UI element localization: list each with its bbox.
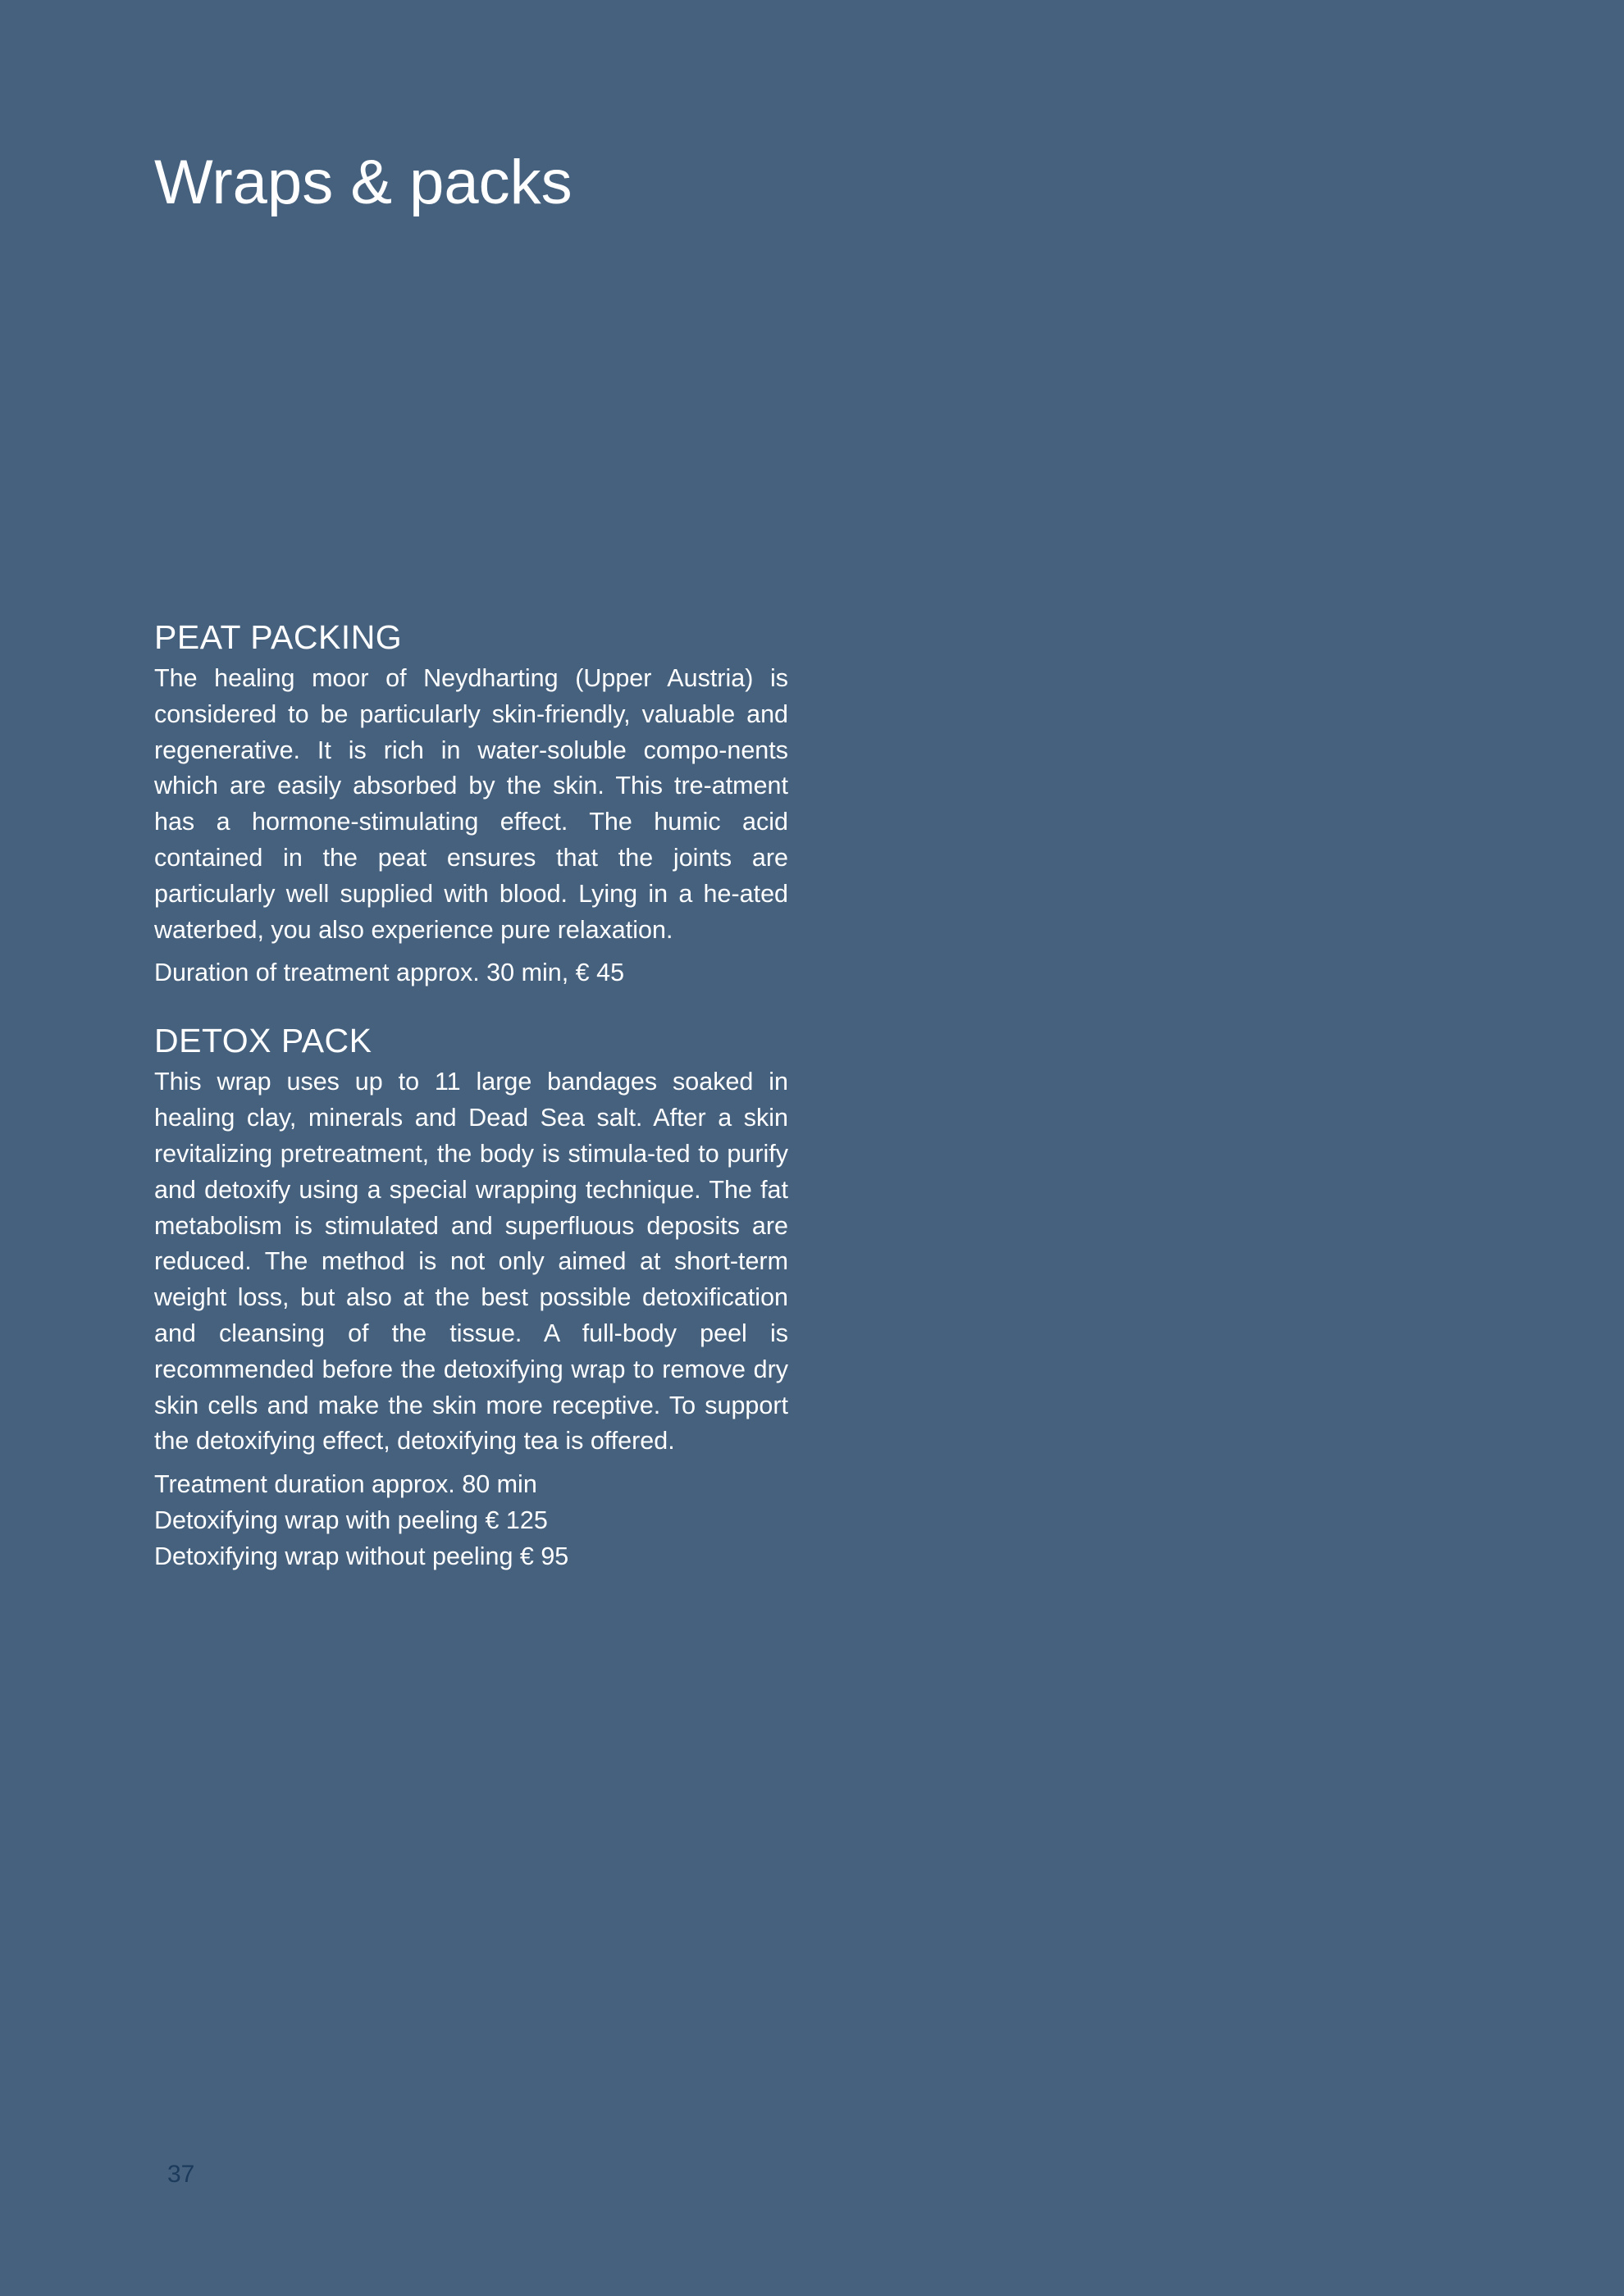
detail-price-without-peeling: Detoxifying wrap without peeling € 95 — [154, 1542, 569, 1571]
detail-duration: Treatment duration approx. 80 min — [154, 1470, 537, 1499]
treatment-details — [154, 954, 788, 991]
treatments-column — [154, 615, 788, 1574]
section-description: This wrap uses up to 11 large bandages soaked in healing clay, minerals and Dead Sea salt. After a skin revitalizing pretreatment, the body is stimula-ted to purify and detoxify using a special wrapping technique. The fat metabolism is stimulated and superfluous deposits are reduced. The method is not only aimed at short-term weight loss, but also at the best possible detoxification and cleansing of the tissue. A full-body peel is recommended before the detoxifying wrap to remove dry skin cells and make the skin more receptive. To support the detoxifying effect, detoxifying tea is offered. — [154, 1068, 788, 1456]
section-title: PEAT PACKING — [154, 618, 403, 656]
treatment-details — [154, 1466, 788, 1574]
section-description: The healing moor of Neydharting (Upper Austria) is considered to be particularly skin-friendly, valuable and regenerative. It is rich in water-soluble compo-nents which are easily absorbed by the skin. This tre-atment has a hormone-stimulating effect. The humic acid contained in the peat ensures that the joints are particularly well supplied with blood. Lying in a he-ated waterbed, you also experience pure relaxation. — [154, 664, 788, 944]
page-title: Wraps & packs — [154, 148, 573, 217]
page-number: 37 — [167, 2161, 195, 2188]
section-peat-packing — [154, 615, 788, 991]
detail-duration-price: Duration of treatment approx. 30 min, € 45 — [154, 959, 625, 987]
section-title: DETOX PACK — [154, 1022, 372, 1060]
detail-price-with-peeling: Detoxifying wrap with peeling € 125 — [154, 1506, 548, 1535]
section-detox-pack — [154, 1018, 788, 1574]
